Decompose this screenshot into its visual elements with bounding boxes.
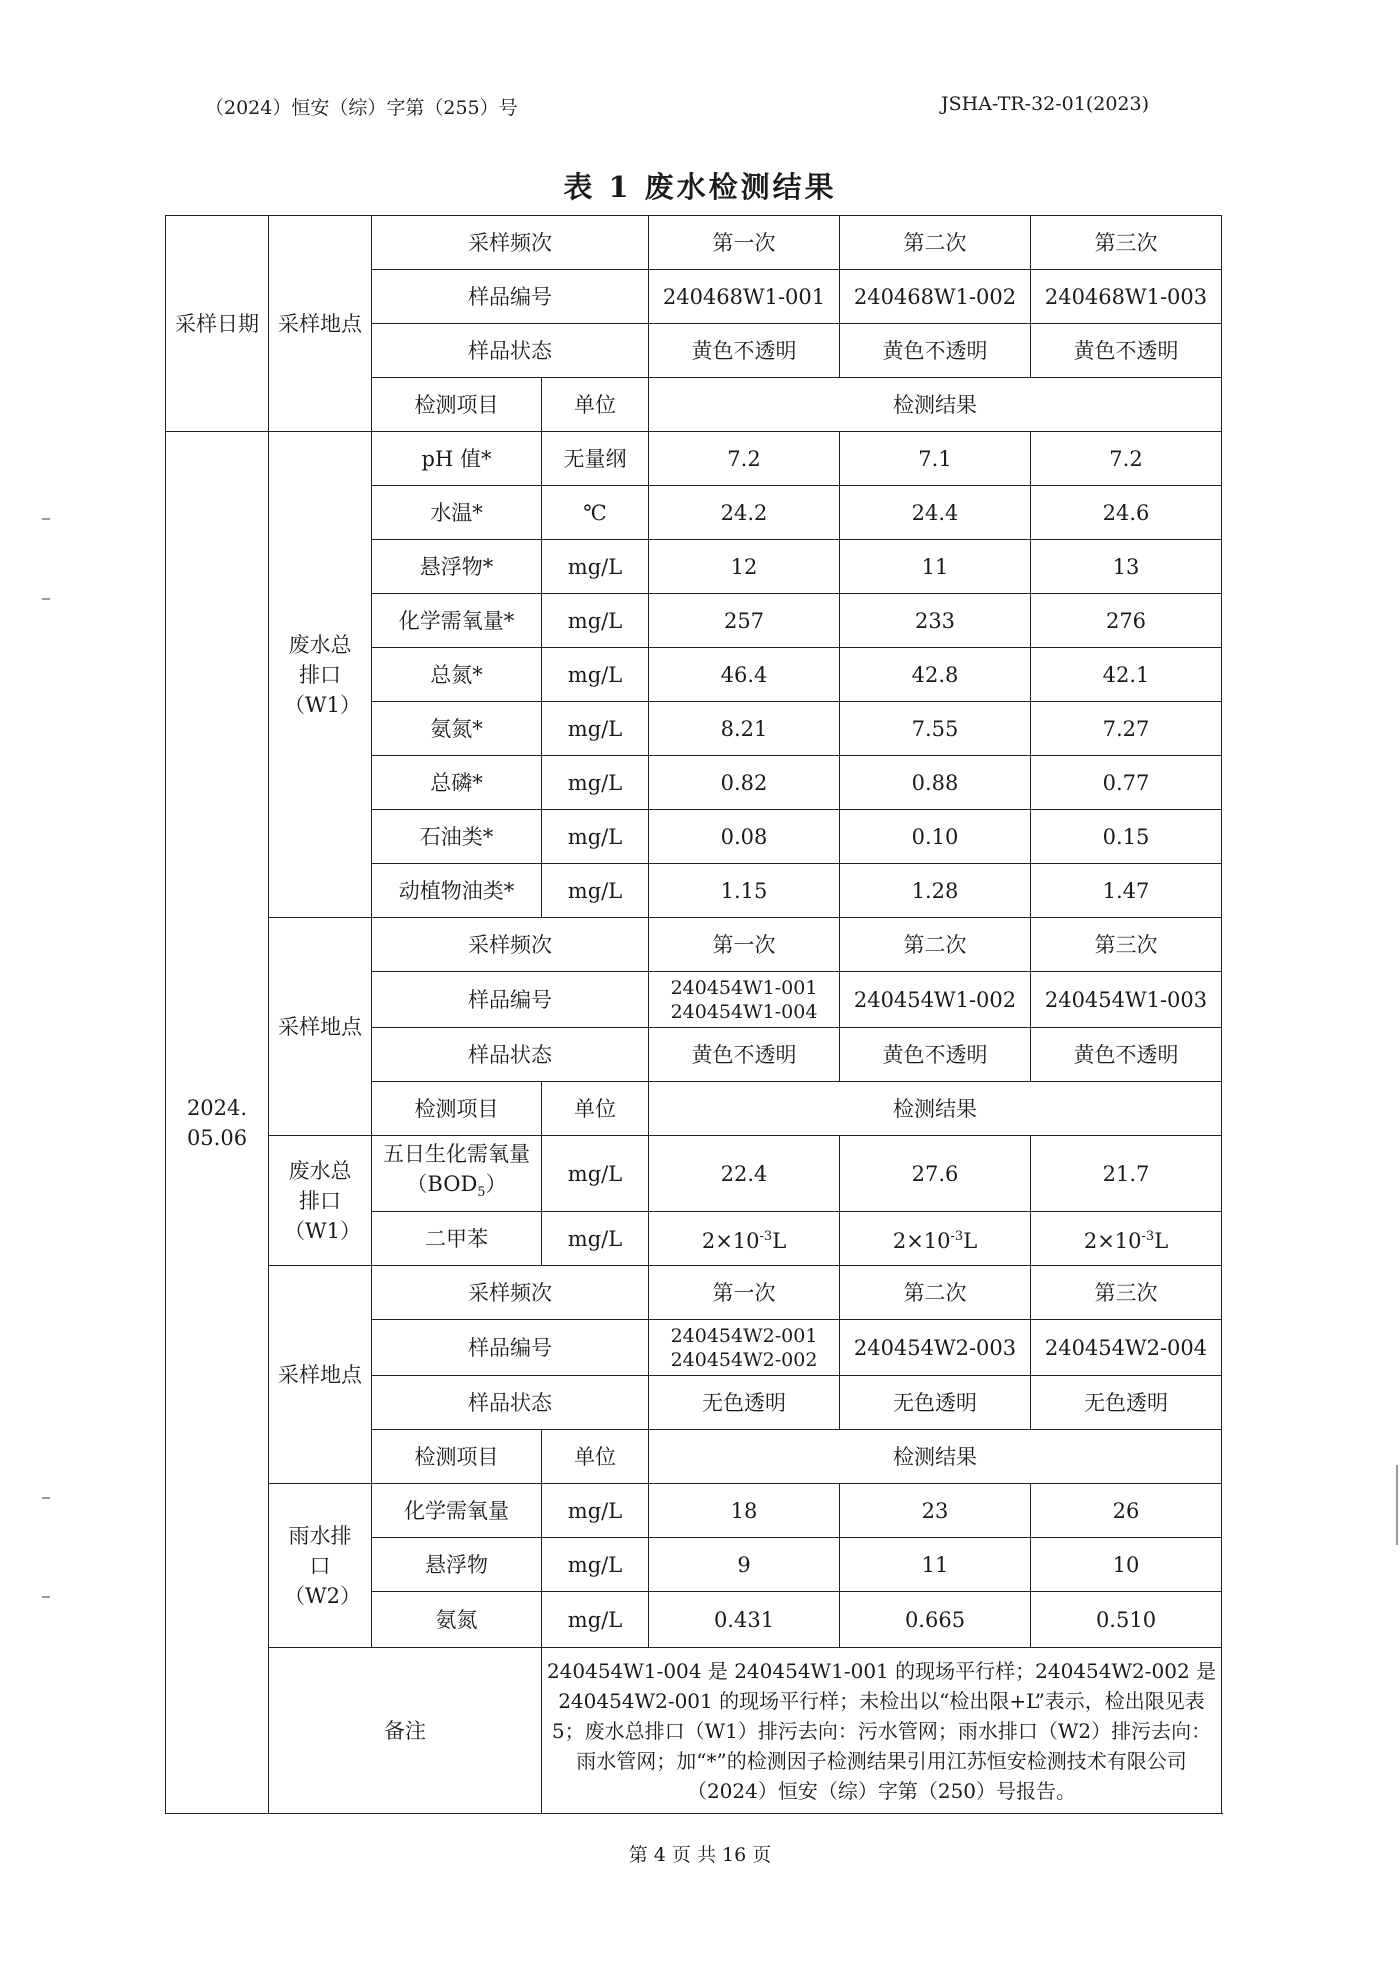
test-item: 五日生化需氧量$(BOD_5)$ [372,1136,542,1212]
sample-id-line: 240454W2-001 [670,1324,818,1347]
result-value: 11 [840,540,1031,594]
result-value: 46.4 [649,648,840,702]
result-value: 42.8 [840,648,1031,702]
sample-id-2: 240454W2-003 [840,1320,1031,1376]
unit: mg/L [542,1136,649,1212]
unit: mg/L [542,702,649,756]
sampling-date-header: 采样日期 [166,216,269,432]
report-number: （2024）恒安（综）字第（255）号 [205,97,518,119]
test-item: 化学需氧量* [372,594,542,648]
test-item: pH 值* [372,432,542,486]
result-value: 0.510 [1031,1592,1222,1648]
test-item: 动植物油类* [372,864,542,918]
result-value: 13 [1031,540,1222,594]
table-row [166,1648,1222,1814]
sample-state-2: 黄色不透明 [840,324,1031,378]
unit: mg/L [542,1538,649,1592]
sampling-site-header: 采样地点 [269,216,372,432]
result-header: 检测结果 [649,378,1222,432]
test-item-header: 检测项目 [372,378,542,432]
page-number: 第 4 页 共 16 页 [628,1844,772,1866]
sampling-site-header: 采样地点 [269,1266,372,1484]
test-item: 氨氮 [372,1592,542,1648]
frequency-2: 第二次 [840,216,1031,270]
sample-id-1 [649,972,840,1028]
frequency-1: 第一次 [649,1266,840,1320]
sampling-site-w1: 废水总排口（W1） [269,432,372,918]
result-value: 7.55 [840,702,1031,756]
scan-mark [1396,1465,1398,1545]
frequency-label: 采样频次 [372,918,649,972]
sample-state-1: 无色透明 [649,1376,840,1430]
frequency-2: 第二次 [840,918,1031,972]
scan-mark [42,518,50,520]
unit: mg/L [542,1592,649,1648]
test-item: 水温* [372,486,542,540]
result-value: 1.47 [1031,864,1222,918]
sample-state-label: 样品状态 [372,324,649,378]
unit-header: 单位 [542,378,649,432]
result-value: 27.6 [840,1136,1031,1212]
unit: mg/L [542,540,649,594]
frequency-label: 采样频次 [372,216,649,270]
unit: mg/L [542,756,649,810]
result-value: 233 [840,594,1031,648]
unit: mg/L [542,1484,649,1538]
result-value: 7.2 [1031,432,1222,486]
result-value: 0.77 [1031,756,1222,810]
sample-id-label: 样品编号 [372,270,649,324]
unit: mg/L [542,810,649,864]
test-item: 悬浮物 [372,1538,542,1592]
sample-id-2: 240454W1-002 [840,972,1031,1028]
sample-id-label: 样品编号 [372,972,649,1028]
unit: ℃ [542,486,649,540]
result-value: 0.88 [840,756,1031,810]
frequency-label: 采样频次 [372,1266,649,1320]
test-item-header: 检测项目 [372,1430,542,1484]
result-value: 24.4 [840,486,1031,540]
result-value: 22.4 [649,1136,840,1212]
form-number: JSHA-TR-32-01(2023) [941,93,1150,115]
result-value: 7.1 [840,432,1031,486]
result-value: 0.10 [840,810,1031,864]
result-value: 24.6 [1031,486,1222,540]
result-value: $2\times 10^{-3}L$ [1031,1212,1222,1266]
result-value: 26 [1031,1484,1222,1538]
table-row [166,1136,1222,1212]
sample-state-1: 黄色不透明 [649,1028,840,1082]
frequency-3: 第三次 [1031,1266,1222,1320]
sample-id-line: 240454W2-002 [670,1348,818,1371]
sample-id-1: 240468W1-001 [649,270,840,324]
frequency-3: 第三次 [1031,216,1222,270]
unit-header: 单位 [542,1430,649,1484]
sample-id-line: 240454W1-004 [670,1000,818,1023]
result-value: 18 [649,1484,840,1538]
sample-state-3: 黄色不透明 [1031,1028,1222,1082]
result-value: 0.82 [649,756,840,810]
result-value: $2\times 10^{-3}L$ [840,1212,1031,1266]
result-value: 9 [649,1538,840,1592]
scan-mark [42,1497,50,1499]
table-row [166,918,1222,972]
sampling-site-w2: 雨水排口（W2） [269,1484,372,1648]
table-row [166,216,1222,270]
sample-id-2: 240468W1-002 [840,270,1031,324]
sample-id-label: 样品编号 [372,1320,649,1376]
unit: mg/L [542,1212,649,1266]
result-value: 0.08 [649,810,840,864]
sample-id-3: 240468W1-003 [1031,270,1222,324]
result-value: 21.7 [1031,1136,1222,1212]
unit: mg/L [542,594,649,648]
result-value: 42.1 [1031,648,1222,702]
scan-mark [42,1596,50,1598]
result-value: 10 [1031,1538,1222,1592]
sample-state-2: 无色透明 [840,1376,1031,1430]
sampling-date: 2024.05.06 [166,432,269,1814]
table-title: 表 1 废水检测结果 [563,170,837,204]
unit-header: 单位 [542,1082,649,1136]
table-row [166,1484,1222,1538]
frequency-3: 第三次 [1031,918,1222,972]
sample-state-3: 无色透明 [1031,1376,1222,1430]
unit: 无量纲 [542,432,649,486]
test-item: 化学需氧量 [372,1484,542,1538]
frequency-2: 第二次 [840,1266,1031,1320]
sampling-site-header: 采样地点 [269,918,372,1136]
sample-id-3: 240454W2-004 [1031,1320,1222,1376]
frequency-1: 第一次 [649,216,840,270]
unit: mg/L [542,648,649,702]
test-item: 石油类* [372,810,542,864]
result-value: 257 [649,594,840,648]
sample-state-1: 黄色不透明 [649,324,840,378]
result-value: 1.28 [840,864,1031,918]
sample-id-line: 240454W1-001 [670,976,818,999]
sample-state-label: 样品状态 [372,1376,649,1430]
result-value: 12 [649,540,840,594]
sampling-site-w1: 废水总排口（W1） [269,1136,372,1266]
test-item: 悬浮物* [372,540,542,594]
test-item: 二甲苯 [372,1212,542,1266]
test-item: 总磷* [372,756,542,810]
remarks-text: 240454W1-004 是 240454W1-001 的现场平行样；240454W2-002 是 240454W2-001 的现场平行样；未检出以“检出限+L”表示，检出限见表 5；废水总排口（W1）排污去向：污水管网；雨水排口（W2）排污去向：雨水管网；加“*”的检测因子检测结果引用江苏恒安检测技术有限公司（2024）恒安（综）字第（250）号报告。 [542,1648,1222,1814]
result-value: 23 [840,1484,1031,1538]
result-value: 7.2 [649,432,840,486]
test-item: 氨氮* [372,702,542,756]
sample-state-label: 样品状态 [372,1028,649,1082]
result-value: 11 [840,1538,1031,1592]
sample-id-3: 240454W1-003 [1031,972,1222,1028]
result-value: 24.2 [649,486,840,540]
result-value: 0.665 [840,1592,1031,1648]
result-header: 检测结果 [649,1430,1222,1484]
result-header: 检测结果 [649,1082,1222,1136]
wastewater-results-table [165,215,1222,1814]
table-row [166,1266,1222,1320]
table-row [166,432,1222,486]
result-value: 1.15 [649,864,840,918]
remarks-label: 备注 [269,1648,542,1814]
result-value: $2\times 10^{-3}L$ [649,1212,840,1266]
sample-state-3: 黄色不透明 [1031,324,1222,378]
frequency-1: 第一次 [649,918,840,972]
sample-state-2: 黄色不透明 [840,1028,1031,1082]
result-value: 0.431 [649,1592,840,1648]
unit: mg/L [542,864,649,918]
result-value: 8.21 [649,702,840,756]
result-value: 276 [1031,594,1222,648]
test-item-header: 检测项目 [372,1082,542,1136]
result-value: 7.27 [1031,702,1222,756]
result-value: 0.15 [1031,810,1222,864]
test-item: 总氮* [372,648,542,702]
scan-mark [42,598,50,600]
sample-id-1 [649,1320,840,1376]
